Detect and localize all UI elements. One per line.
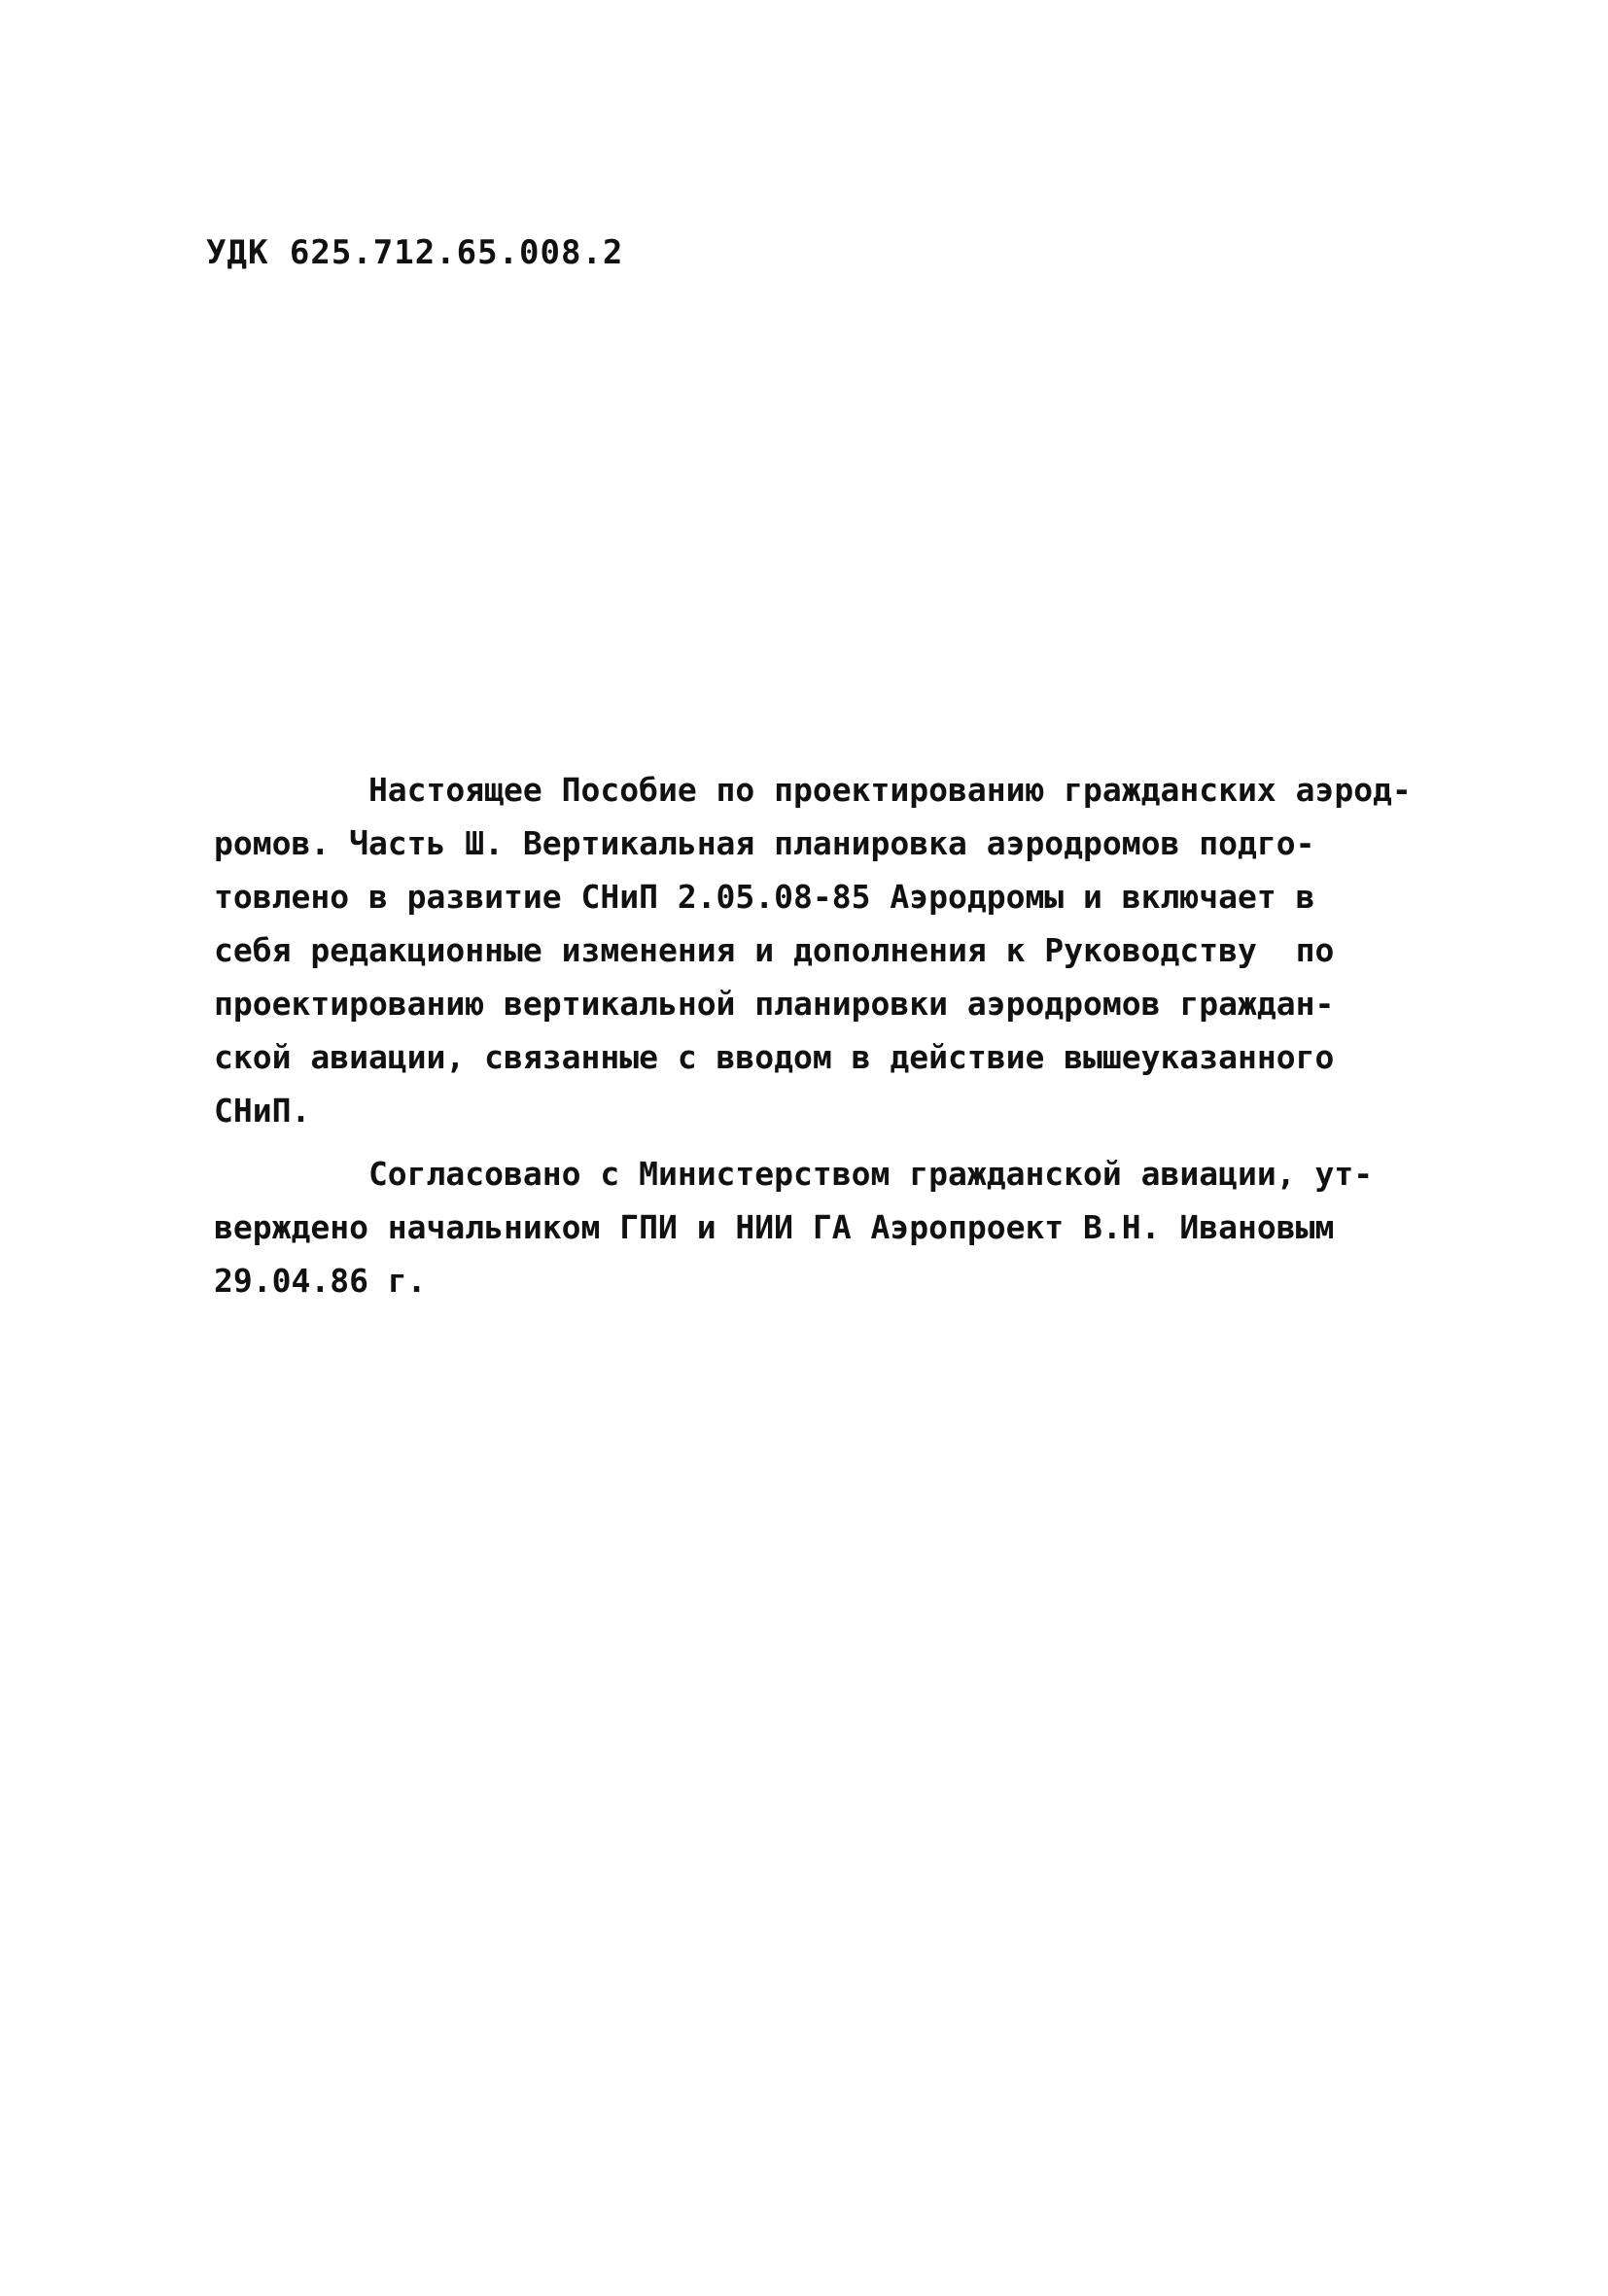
udk-code: УДК 625.712.65.008.2: [206, 233, 624, 272]
text-line: товлено в развитие СНиП 2.05.08-85 Аэродромы и включает в: [214, 878, 1315, 916]
paragraph-intro: [214, 763, 1419, 1137]
document-body: [214, 763, 1419, 1307]
text-line: СНиП.: [214, 1092, 311, 1130]
paragraph-spacer: [214, 1137, 1419, 1147]
text-line: ромов. Часть Ш. Вертикальная планировка аэродромов подго-: [214, 824, 1315, 862]
text-line: ской авиации, связанные с вводом в действие вышеуказанного: [214, 1038, 1335, 1076]
text-line: Согласовано с Министерством гражданской авиации, ут-: [214, 1155, 1374, 1193]
text-line: себя редакционные изменения и дополнения к Руководству по: [214, 931, 1335, 969]
text-line: Настоящее Пособие по проектированию гражданских аэрод-: [214, 771, 1412, 809]
text-line: верждено начальником ГПИ и НИИ ГА Аэропроект В.Н. Ивановым: [214, 1208, 1335, 1246]
text-line: проектированию вертикальной планировки аэродромов граждан-: [214, 985, 1335, 1023]
paragraph-approval: [214, 1147, 1419, 1307]
text-line: 29.04.86 г.: [214, 1262, 427, 1300]
